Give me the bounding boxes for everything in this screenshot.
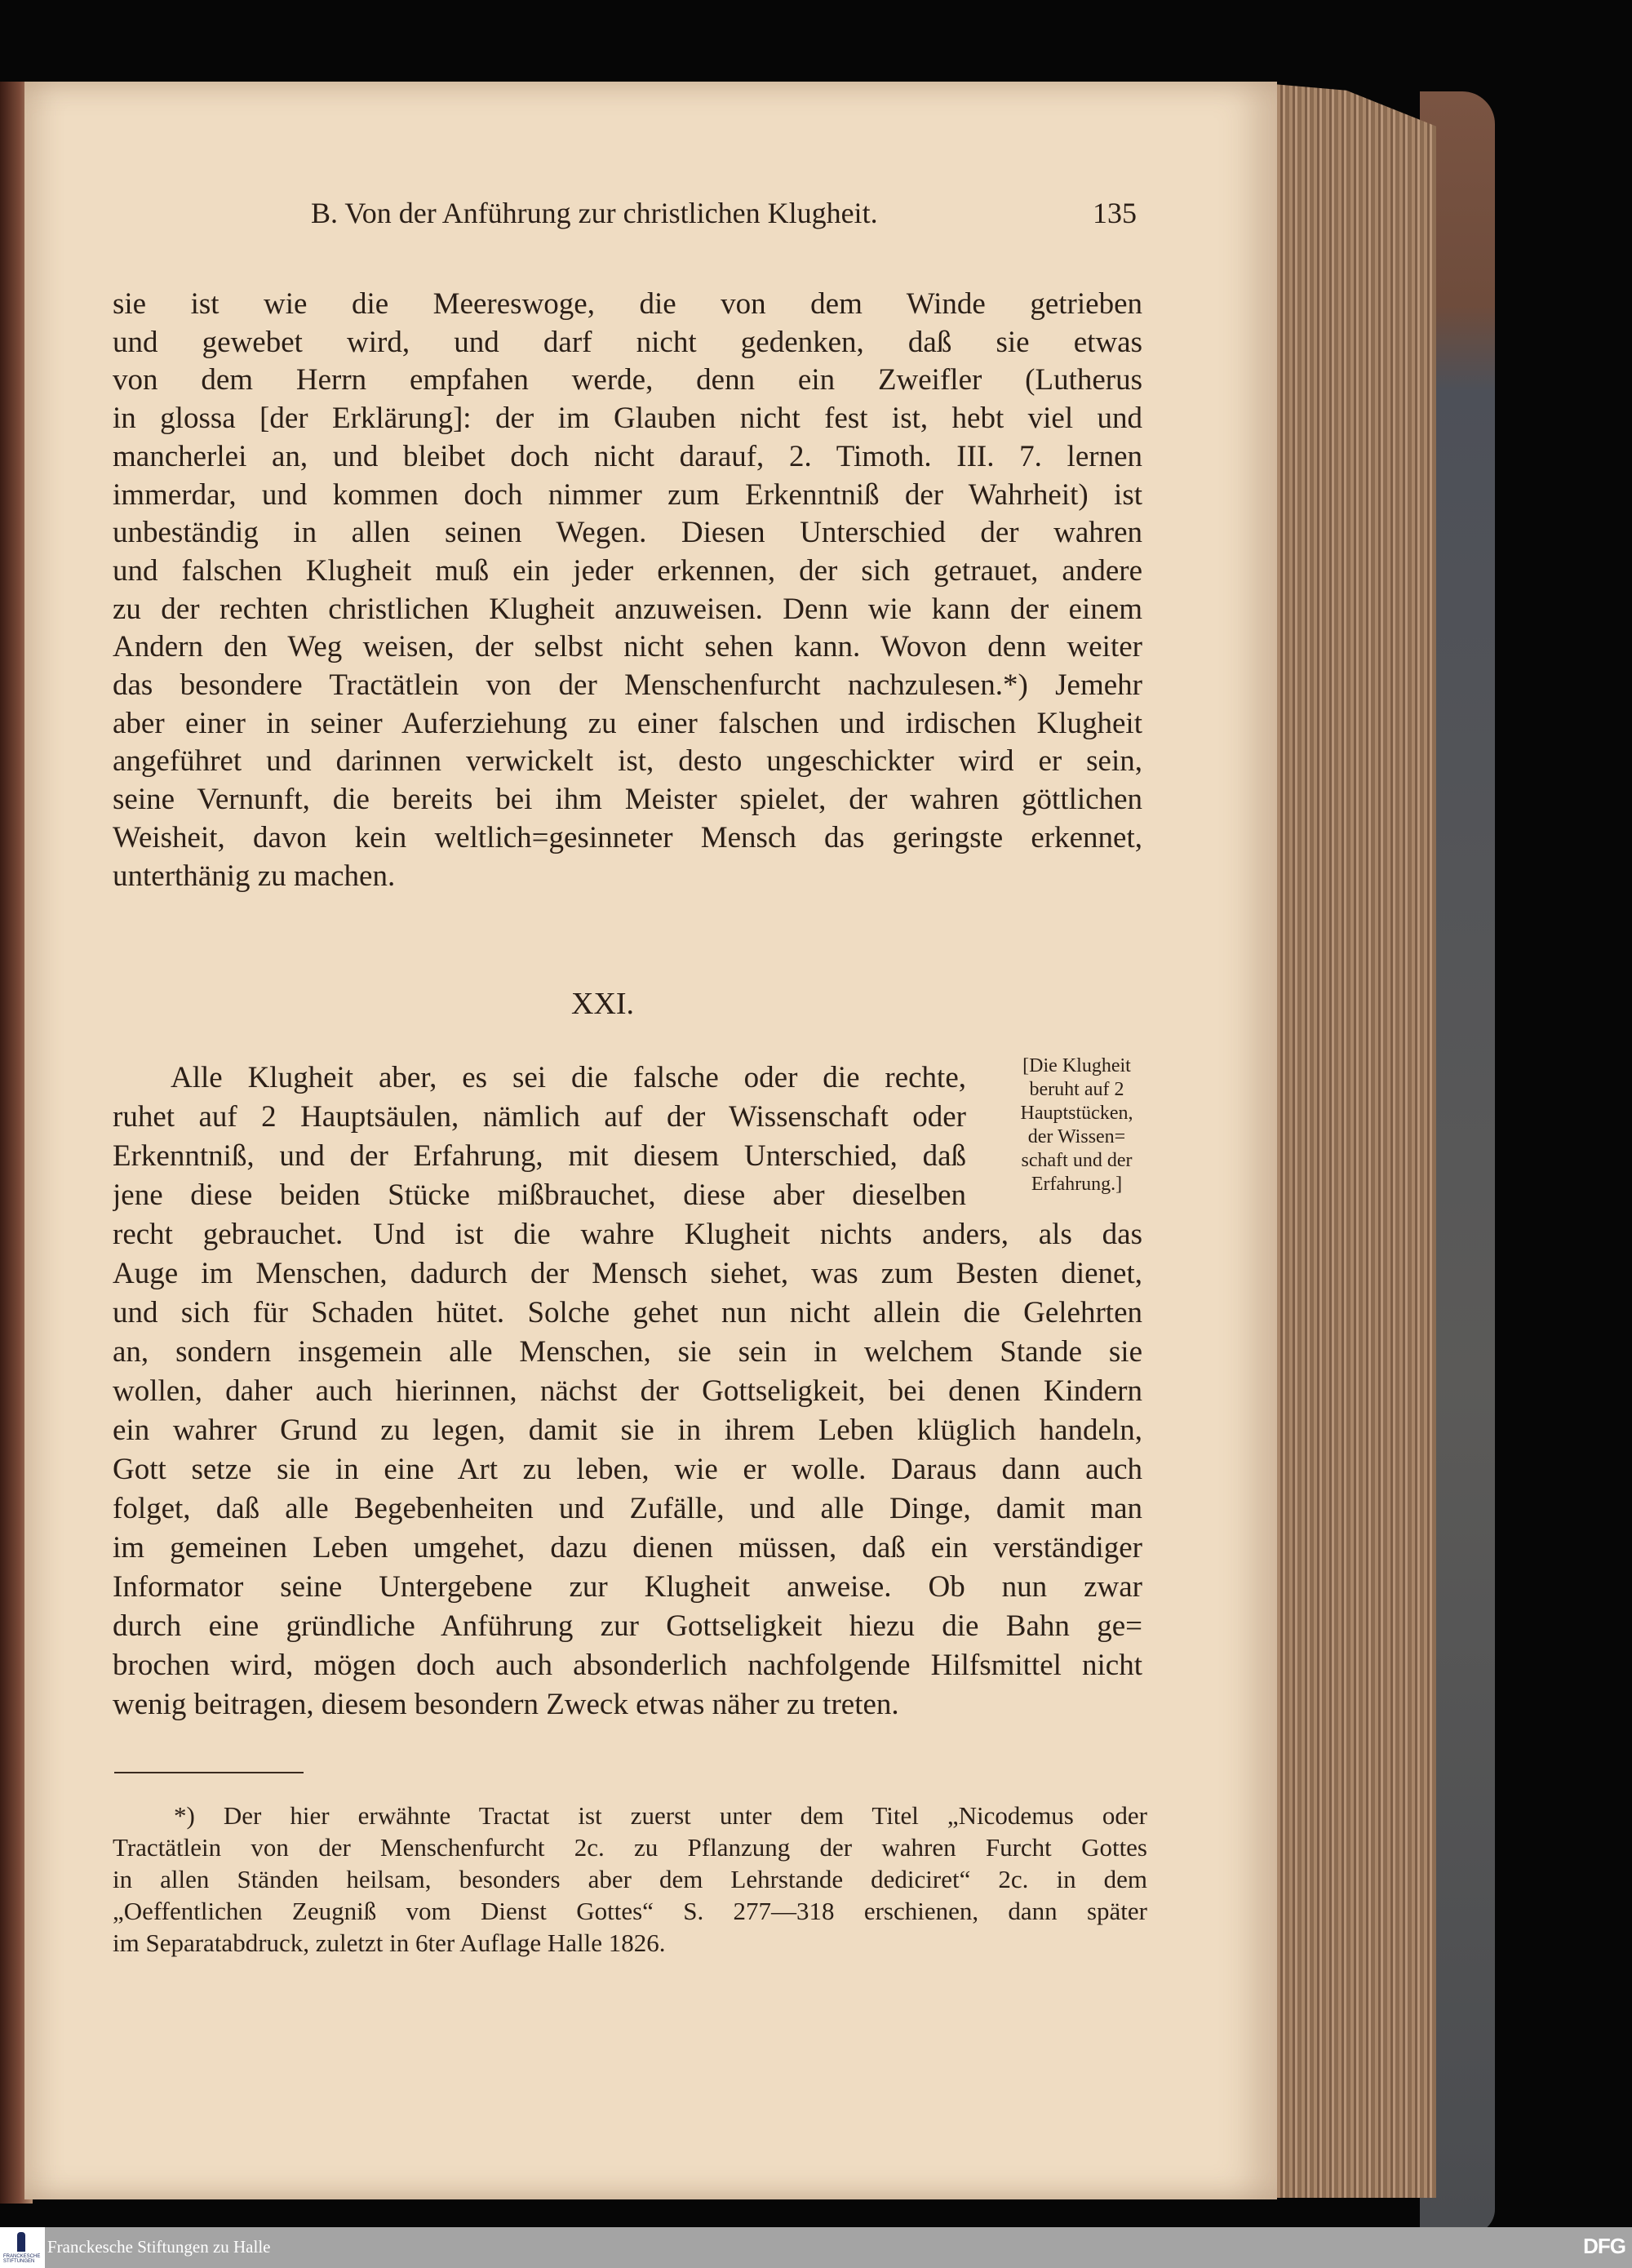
text-line: unbeständig in allen seinen Wegen. Diesen Unterschied der wahren: [113, 516, 1142, 550]
text-line: an, sondern insgemein alle Menschen, sie sein in welchem Stande sie: [113, 1335, 1142, 1369]
text-line: beruht auf 2: [1029, 1079, 1124, 1100]
text-line: brochen wird, mögen doch auch absonderlich nachfolgende Hilfsmittel nicht: [113, 1649, 1142, 1682]
text-line: und falschen Klugheit muß ein jeder erkennen, der sich getrauet, andere: [113, 553, 1142, 588]
logo-figure-icon: [17, 2232, 25, 2252]
text-line: ein wahrer Grund zu legen, damit sie in ihrem Leben klüglich handeln,: [113, 1414, 1142, 1447]
text-line: Auge im Menschen, dadurch der Mensch siehet, was zum Besten dienet,: [113, 1257, 1142, 1290]
text-line: immerdar, und kommen doch nimmer zum Erkenntniß der Wahrheit) ist: [113, 477, 1142, 512]
text-line: mancherlei an, und bleibet doch nicht darauf, 2. Timoth. III. 7. lernen: [113, 439, 1142, 473]
institution-name: Franckesche Stiftungen zu Halle: [47, 2237, 271, 2257]
text-line: Informator seine Untergebene zur Klugheit anweise. Ob nun zwar: [113, 1570, 1142, 1604]
footer-bar: [0, 2227, 1632, 2268]
text-line: Weisheit, davon kein weltlich=gesinneter Mensch das geringste erkennet,: [113, 820, 1142, 854]
text-line: zu der rechten christlichen Klugheit anzuweisen. Denn wie kann der einem: [113, 592, 1142, 626]
text-line: [Die Klugheit: [1022, 1055, 1131, 1076]
running-title: B. Von der Anführung zur christlichen Klugheit.: [311, 197, 878, 229]
text-line: angeführet und darinnen verwickelt ist, desto ungeschickter wird er sein,: [113, 744, 1142, 779]
text-line: schaft und der: [1021, 1150, 1133, 1171]
dfg-logo: DFG: [1583, 2234, 1625, 2258]
logo-text: FRANCKESCHE STIFTUNGEN: [3, 2254, 41, 2264]
text-line: und gewebet wird, und darf nicht gedenken, daß sie etwas: [113, 325, 1142, 359]
text-line: in allen Ständen heilsam, besonders aber dem Lehrstande dediciret“ 2c. in dem: [113, 1865, 1147, 1893]
page-edges: [1273, 84, 1436, 2198]
page-number: 135: [1093, 197, 1137, 229]
text-line: von dem Herrn empfahen werde, denn ein Zweifler (Lutherus: [113, 363, 1142, 397]
text-line: im Separatabdruck, zuletzt in 6ter Auflage Halle 1826.: [113, 1928, 666, 1957]
text-line: das besondere Tractätlein von der Menschenfurcht nachzulesen.*) Jemehr: [113, 668, 1142, 702]
text-line: durch eine gründliche Anführung zur Gottseligkeit hiezu die Bahn ge=: [113, 1609, 1142, 1643]
text-line: ruhet auf 2 Hauptsäulen, nämlich auf der Wissenschaft oder: [113, 1100, 966, 1134]
text-line: Gott setze sie in eine Art zu leben, wie er wolle. Daraus dann auch: [113, 1453, 1142, 1486]
text-line: wenig beitragen, diesem besondern Zweck etwas näher zu treten.: [113, 1688, 899, 1721]
text-line: und sich für Schaden hütet. Solche gehet nun nicht allein die Gelehrten: [113, 1296, 1142, 1329]
text-line: in glossa [der Erklärung]: der im Glauben nicht fest ist, hebt viel und: [113, 402, 1142, 436]
text-line: Andern den Weg weisen, der selbst nicht sehen kann. Wovon denn weiter: [113, 630, 1142, 664]
text-line: jene diese beiden Stücke mißbrauchet, diese aber dieselben: [113, 1178, 966, 1212]
text-line: sie ist wie die Meereswoge, die von dem Winde getrieben: [113, 287, 1142, 321]
footnote-rule: [114, 1772, 304, 1773]
text-line: Tractätlein von der Menschenfurcht 2c. zu Pflanzung der wahren Furcht Gottes: [113, 1833, 1147, 1862]
text-line: wollen, daher auch hierinnen, nächst der Gottseligkeit, bei denen Kindern: [113, 1374, 1142, 1408]
text-line: *) Der hier erwähnte Tractat ist zuerst unter dem Titel „Nicodemus oder: [174, 1801, 1147, 1830]
text-line: Alle Klugheit aber, es sei die falsche oder die rechte,: [171, 1061, 966, 1094]
text-line: recht gebrauchet. Und ist die wahre Klugheit nichts anders, als das: [113, 1218, 1142, 1251]
text-line: im gemeinen Leben umgehet, dazu dienen müssen, daß ein verständiger: [113, 1531, 1142, 1565]
section-number: XXI.: [571, 987, 635, 1021]
text-line: Erkenntniß, und der Erfahrung, mit diesem Unterschied, daß: [113, 1139, 966, 1173]
text-line: seine Vernunft, die bereits bei ihm Meister spielet, der wahren göttlichen: [113, 783, 1142, 817]
text-line: „Oeffentlichen Zeugniß vom Dienst Gottes“ S. 277—318 erschienen, dann später: [113, 1897, 1147, 1925]
text-line: Erfahrung.]: [1031, 1174, 1123, 1195]
text-line: der Wissen=: [1027, 1126, 1126, 1147]
text-line: aber einer in seiner Auferziehung zu einer falschen und irdischen Klugheit: [113, 706, 1142, 740]
text-line: unterthänig zu machen.: [113, 859, 396, 893]
text-line: folget, daß alle Begebenheiten und Zufälle, und alle Dinge, damit man: [113, 1492, 1142, 1525]
institution-logo: [0, 2227, 45, 2268]
text-line: Hauptstücken,: [1020, 1103, 1133, 1124]
